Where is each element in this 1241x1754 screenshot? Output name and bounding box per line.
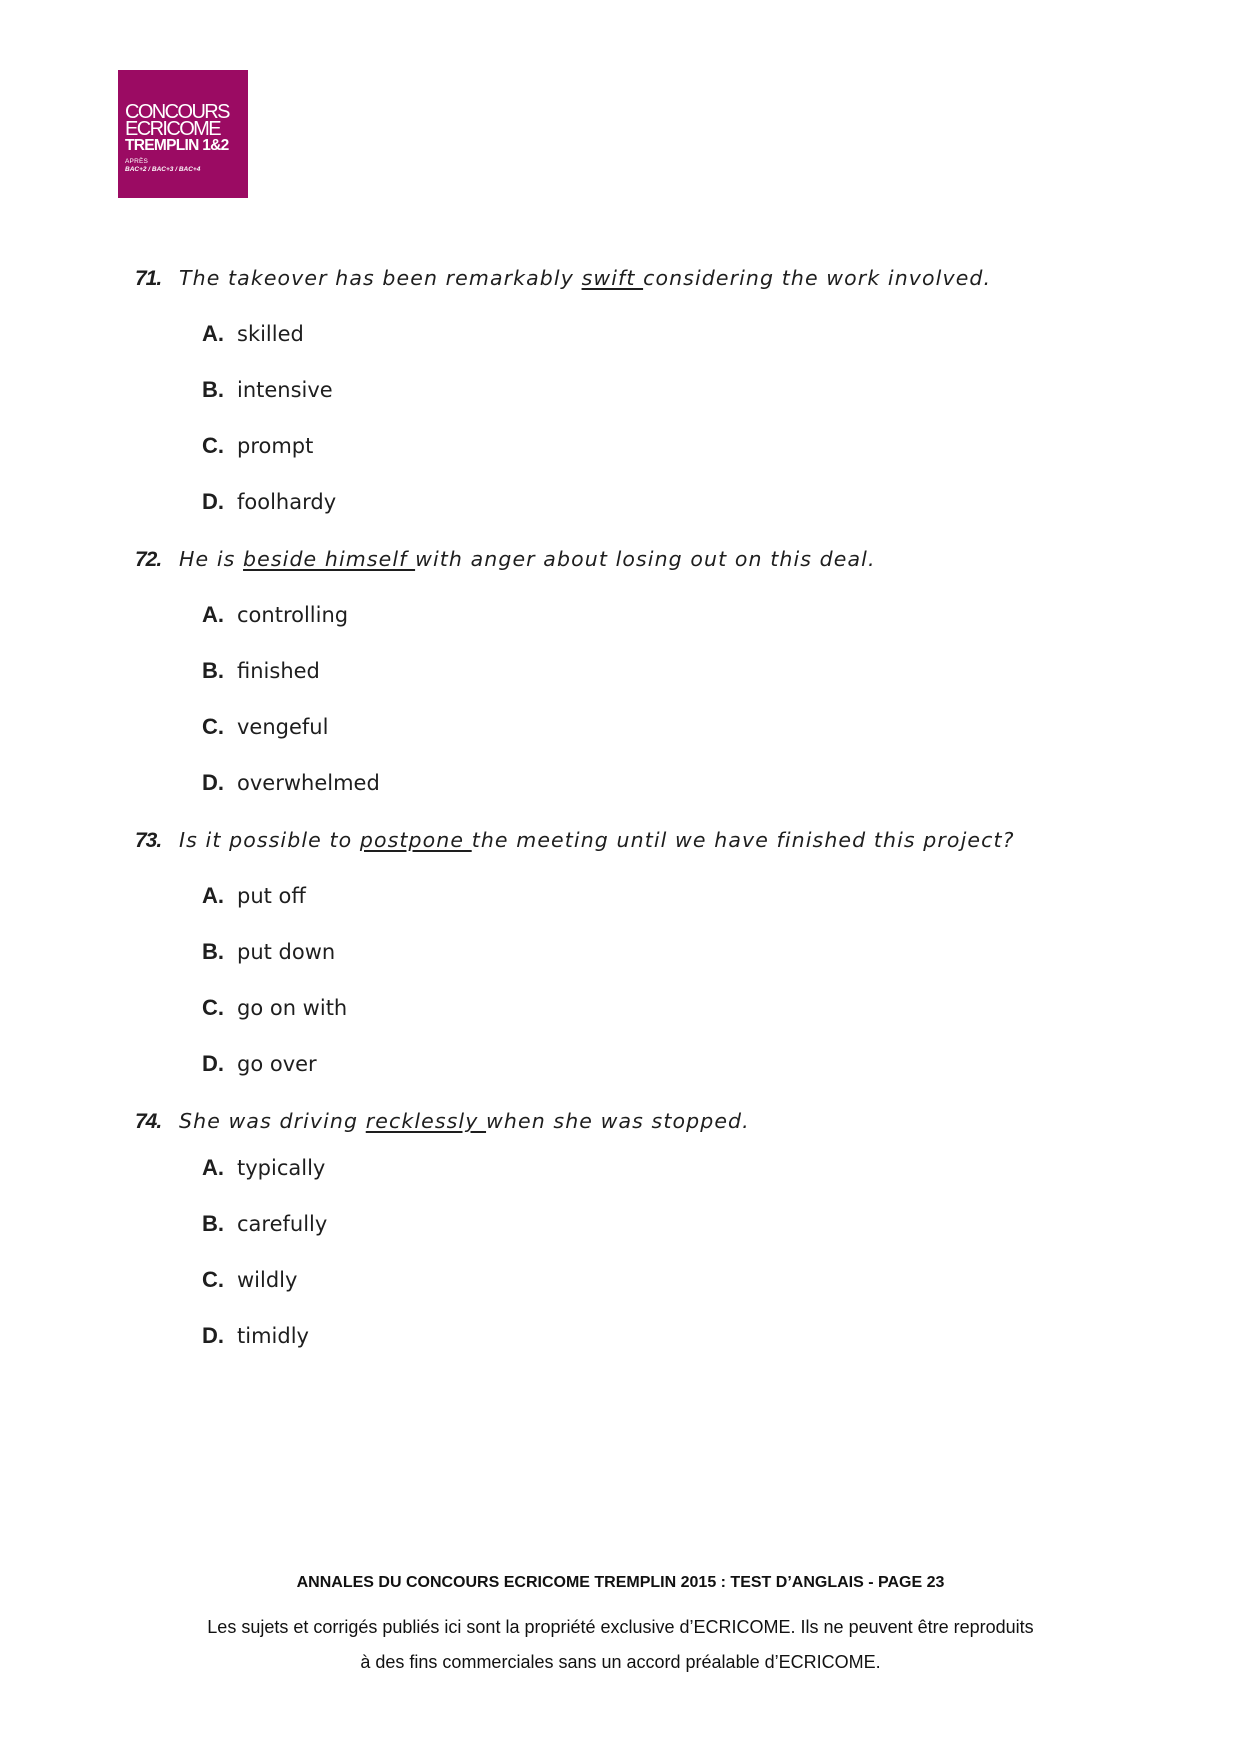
option-73-b[interactable]: B. put down — [202, 939, 336, 964]
option-74-d[interactable]: D. timidly — [202, 1323, 309, 1348]
option-71-a[interactable]: A. skilled — [202, 321, 304, 346]
ecricome-logo — [118, 70, 248, 198]
question-text: He is beside himself with anger about losing out on this deal. — [179, 547, 876, 571]
question-72 — [135, 539, 876, 579]
option-73-c[interactable]: C. go on with — [202, 995, 348, 1020]
option-71-b[interactable]: B. intensive — [202, 377, 333, 402]
question-74 — [135, 1101, 750, 1141]
option-72-c[interactable]: C. vengeful — [202, 714, 329, 739]
underlined-term: swift — [581, 266, 644, 290]
option-73-a[interactable]: A. put off — [202, 883, 306, 908]
option-72-a[interactable]: A. controlling — [202, 602, 349, 627]
option-72-b[interactable]: B. finished — [202, 658, 320, 683]
option-71-c[interactable]: C. prompt — [202, 433, 314, 458]
question-71 — [135, 258, 991, 298]
footer-notice-line-1: Les sujets et corrigés publiés ici sont la propriété exclusive d’ECRICOME. Ils ne peuvent être reproduits — [207, 1617, 1034, 1637]
option-73-d[interactable]: D. go over — [202, 1051, 317, 1076]
option-74-b[interactable]: B. carefully — [202, 1211, 328, 1236]
logo-line-bac: BAC+2 / BAC+3 / BAC+4 — [125, 166, 201, 173]
logo-line-tremplin: TREMPLIN 1&2 — [125, 137, 229, 154]
question-number: 71. — [135, 267, 162, 290]
logo-line-concours: CONCOURS — [125, 101, 229, 123]
option-74-a[interactable]: A. typically — [202, 1155, 326, 1180]
footer-notice-line-2: à des fins commerciales sans un accord préalable d’ECRICOME. — [360, 1652, 881, 1672]
underlined-term: beside himself — [243, 547, 416, 571]
question-text: The takeover has been remarkably swift considering the work involved. — [179, 266, 992, 290]
underlined-term: postpone — [359, 828, 472, 852]
option-72-d[interactable]: D. overwhelmed — [202, 770, 380, 795]
underlined-term: recklessly — [365, 1109, 487, 1133]
question-73 — [135, 820, 1015, 860]
option-71-d[interactable]: D. foolhardy — [202, 489, 337, 514]
question-text: Is it possible to postpone the meeting until we have finished this project? — [179, 828, 1015, 852]
question-number: 72. — [135, 548, 162, 571]
question-number: 74. — [135, 1110, 162, 1133]
footer-title: ANNALES DU CONCOURS ECRICOME TREMPLIN 2015 : TEST D’ANGLAIS - PAGE 23 — [296, 1574, 945, 1591]
option-74-c[interactable]: C. wildly — [202, 1267, 298, 1292]
logo-line-ecricome: ECRICOME — [125, 118, 220, 140]
question-number: 73. — [135, 829, 162, 852]
question-text: She was driving recklessly when she was stopped. — [179, 1109, 750, 1133]
logo-line-apres: APRÈS — [125, 158, 149, 165]
